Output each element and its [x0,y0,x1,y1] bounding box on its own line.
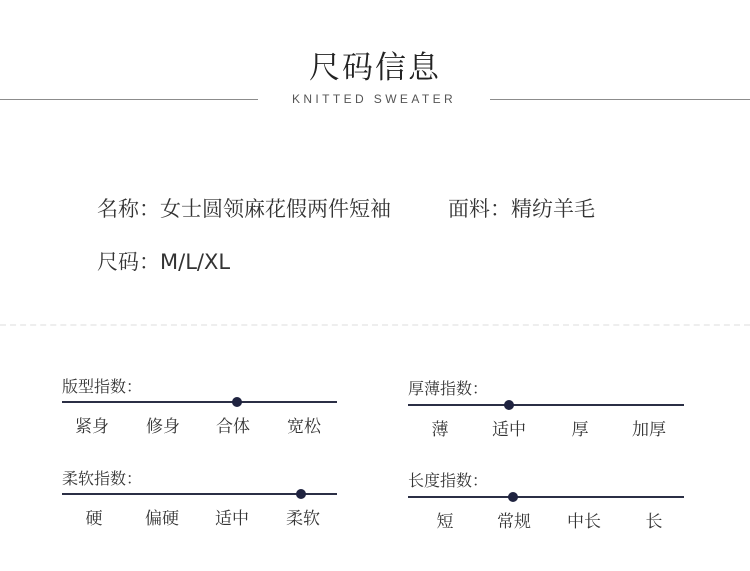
length-index-scale [408,468,684,538]
scale-option: 中长 [567,512,601,532]
scale-option: 硬 [85,509,103,529]
product-fabric: 面料：精纺羊毛 [448,197,595,221]
scale-label: 长度指数： [408,471,489,490]
fit-index-scale [62,374,337,444]
scale-option: 厚 [571,420,589,440]
scale-track [408,404,684,406]
page-subtitle: KNITTED SWEATER [291,92,457,106]
product-size: 尺码：M/L/XL [97,250,231,274]
softness-index-scale [62,466,337,536]
scale-option: 柔软 [286,509,320,529]
scale-indicator [232,397,242,407]
header-divider-right [490,99,750,100]
scale-label: 厚薄指数： [408,379,489,398]
scale-option: 适中 [492,420,526,440]
section-divider [0,324,750,326]
scale-option: 修身 [146,417,180,437]
scale-label: 版型指数： [62,377,143,396]
scale-option: 适中 [215,509,249,529]
scale-option: 常规 [497,512,531,532]
header-divider-left [0,99,258,100]
scale-option: 紧身 [75,417,109,437]
scale-option: 薄 [431,420,449,440]
product-name: 名称：女士圆领麻花假两件短袖 [97,197,391,221]
scale-track [408,496,684,498]
scale-track [62,401,337,403]
scale-indicator [296,489,306,499]
thickness-index-scale [408,376,684,446]
scale-option: 长 [645,512,663,532]
scale-option: 偏硬 [145,509,179,529]
scale-indicator [508,492,518,502]
scale-option: 宽松 [287,417,321,437]
scale-option: 加厚 [632,420,666,440]
scale-option: 短 [436,512,454,532]
scale-label: 柔软指数： [62,469,143,488]
scale-indicator [504,400,514,410]
scale-option: 合体 [216,417,250,437]
page-title: 尺码信息 [309,50,441,86]
